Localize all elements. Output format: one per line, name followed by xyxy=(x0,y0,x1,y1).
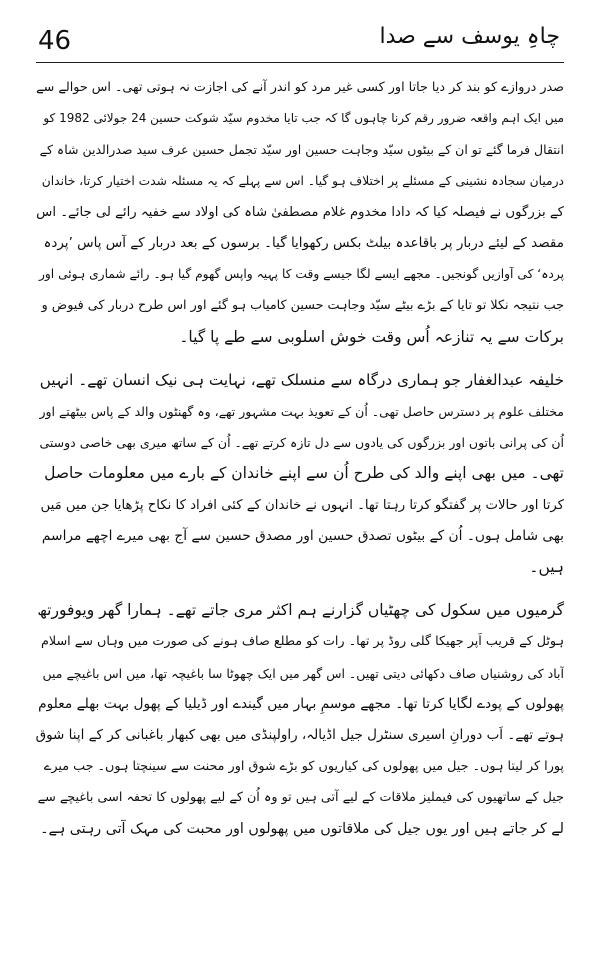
paragraph-gap xyxy=(36,353,564,365)
text-line: پورا کر لیتا ہوں۔ جیل میں پھولوں کی کیاریوں کو بڑے شوق اور محنت سے سینچتا ہوں۔ جب میرے xyxy=(43,759,564,775)
page-header xyxy=(0,22,600,66)
paragraph xyxy=(36,595,564,845)
text-line: بھی شامل ہوں۔ اُن کے بیٹوں تصدق حسین اور مصدق حسین سے آج بھی میرے اچھے مراسم xyxy=(41,527,564,544)
text-line: مقصد کے لیئے دربار پر باقاعدہ بیلٹ بکس رکھوایا گیا۔ برسوں کے بعد دربار کے آس پاس ’پردہ xyxy=(43,235,564,252)
text-line: گرمیوں میں سکول کی چھٹیاں گزارنے ہم اکثر مری جاتے تھے۔ ہمارا گھر ویوفورتھ xyxy=(37,601,564,620)
text-line: اُن کی پرانی باتوں اور بزرگوں کی یادوں سے دل تازہ کرتے تھے۔ اُن کے ساتھ میری بھی خاصی دوستی xyxy=(39,435,564,451)
text-line: تھی۔ میں بھی اپنے والد کی طرح اُن سے اپنے خاندان کے بارے میں معلومات حاصل xyxy=(44,464,564,483)
text-line: پردہ‘ کی آوازیں گونجیں۔ مجھے ایسے لگا جیسے وقت کا پہیہ واپس گھوم گیا ہو۔ رائے شماری ہوئی اور xyxy=(38,267,564,282)
header-rule xyxy=(36,62,564,63)
paragraph-gap xyxy=(36,583,564,595)
text-line: جب نتیجہ نکلا تو تایا کے بڑے بیٹے سیّد وجاہت حسین کامیاب ہو گئے اور اس طرح دربار کی فیوض و xyxy=(41,298,564,314)
running-title: چاہِ یوسف سے صدا xyxy=(379,24,560,49)
text-line: آباد کی روشنیاں صاف دکھائی دیتی تھیں۔ اس گھر میں ایک چھوٹا سا باغیچہ تھا، میں اس باغیچے میں xyxy=(42,665,564,681)
text-line: ہیں۔ xyxy=(529,558,564,577)
text-line: ہوٹل کے قریب اَپر جھیکا گلی روڈ پر تھا۔ رات کو مطلع صاف ہونے کی صورت میں وہاں سے اسلام xyxy=(40,634,564,650)
text-line: مختلف علوم پر دسترس حاصل تھی۔ اُن کے تعویذ بہت مشہور تھے، وہ گھنٹوں والد کے پاس بیٹھتے اور xyxy=(39,404,564,420)
text-line: پھولوں کے پودے لگایا کرتا تھا۔ مجھے موسمِ بہار میں گیندے اور ڈیلیا کے پھول بہت بھلے معلوم xyxy=(38,695,564,712)
paragraph xyxy=(36,72,564,353)
text-line: ہوتے تھے۔ اَب دورانِ اسیری سنٹرل جیل اڈیالہ، راولپنڈی میں بھی کبھار باغبانی کر کے اپنا شوق xyxy=(36,727,564,744)
body-text xyxy=(36,72,564,845)
text-line: خلیفہ عبدالغفار جو ہماری درگاہ سے منسلک تھے، نہایت ہی نیک انسان تھے۔ انہیں xyxy=(39,370,564,389)
text-line: کرتا اور حالات پر گفتگو کرتا رہتا تھا۔ انہوں نے خاندان کے کئی افراد کا نکاح پڑھایا جن میں مَیں xyxy=(40,497,564,513)
text-line: جیل کے ساتھیوں کی فیملیز ملاقات کے لیے آتی ہیں تو وہ اُن کے لیے پھولوں کا تحفہ اسی باغیچے سے xyxy=(37,790,564,806)
text-line: میں ایک اہم واقعہ ضرور رقم کرنا چاہوں گا کہ جب تایا مخدوم سیّد شوکت حسین 24 جولائی 1982 کو xyxy=(43,111,564,126)
text-line: انتقال فرما گئے تو ان کے بیٹوں سیّد وجاہت حسین اور سیّد تجمل حسین عرف سید صدرالدین شاہ کے xyxy=(39,142,564,158)
page-number: 46 xyxy=(38,26,72,56)
paragraph xyxy=(36,365,564,583)
text-line: لے کر جاتے ہیں اور یوں جیل کی ملاقاتوں میں پھولوں اور محبت کی مہک آتی رہتی ہے۔ xyxy=(40,820,564,837)
text-line: کے بزرگوں نے فیصلہ کیا کہ دادا مخدوم غلام مصطفیٰ شاہ کی اولاد سے خفیہ رائے لی جائے۔ اس xyxy=(36,204,564,220)
text-line: درمیان سجادہ نشینی کے مسئلے پر اختلاف ہو گیا۔ اس سے پہلے کہ یہ مسئلہ شدت اختیار کرتا، خاندان xyxy=(41,173,564,188)
text-line: صدر دروازے کو بند کر دیا جاتا اور کسی غیر مرد کو اندر آنے کی اجازت نہ ہوتی تھی۔ اس حوالے سے xyxy=(36,80,564,95)
text-line: برکات سے یہ تنازعہ اُس وقت خوش اسلوبی سے طے پا گیا۔ xyxy=(179,327,564,346)
